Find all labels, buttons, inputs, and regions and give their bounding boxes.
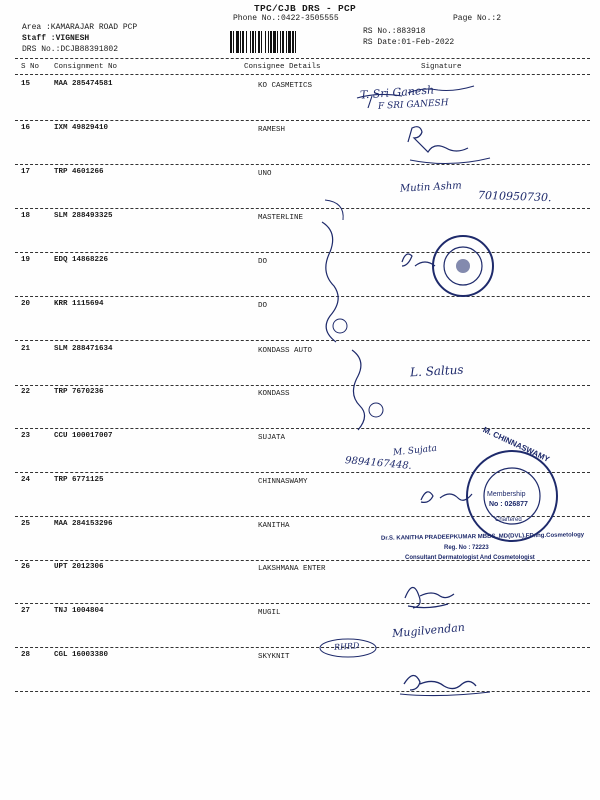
seal-ring-text: M. CHINNASWAMY: [481, 425, 551, 464]
signature-stroke: [408, 127, 468, 152]
page-number: Page No.:2: [453, 14, 502, 23]
column-header-signature: Signature: [421, 63, 462, 71]
seal-membership: Membership: [487, 491, 526, 498]
row-consignment-no: TRP 4601266: [54, 168, 104, 176]
row-sno: 16: [21, 124, 31, 132]
phone-number: Phone No.:0422-3505555: [233, 14, 339, 23]
circle-mark: [333, 319, 347, 333]
bracket-mark: [352, 350, 365, 430]
handwriting-row15b: F SRI GANESH: [377, 98, 449, 112]
row-sno: 19: [21, 256, 31, 264]
row-divider: [15, 428, 590, 429]
column-header-consignment: Consignment No: [54, 63, 118, 71]
row-consignee: MASTERLINE: [258, 214, 304, 222]
signature-stroke: [402, 254, 435, 266]
row-sno: 17: [21, 168, 31, 176]
seal-ring-text-2: Chartered: [495, 517, 522, 523]
row-sno: 25: [21, 520, 31, 528]
signature-stroke: [404, 675, 476, 690]
signature-stroke: [410, 158, 490, 164]
signature-stroke: [405, 587, 454, 608]
row-consignee: RAMESH: [258, 126, 286, 134]
doctor-stamp-reg: Reg. No : 72223: [444, 545, 489, 551]
divider: [15, 74, 590, 75]
row-sno: 23: [21, 432, 31, 440]
round-seal: [433, 236, 493, 296]
row-consignment-no: CGL 16003380: [54, 651, 109, 659]
row-divider: [15, 208, 590, 209]
handwriting-row27-stamp: RHRD: [333, 641, 360, 652]
row-divider: [15, 472, 590, 473]
row-divider: [15, 691, 590, 692]
row-divider: [15, 296, 590, 297]
row-consignee: DO: [258, 258, 268, 266]
handwriting-row21: L. Saltus: [409, 362, 464, 380]
staff-label: Staff :VIGNESH: [22, 34, 90, 43]
row-consignee: MUGIL: [258, 609, 281, 617]
row-sno: 26: [21, 563, 31, 571]
row-consignment-no: SLM 288471634: [54, 345, 113, 353]
row-consignee: CHINNASWAMY: [258, 478, 308, 486]
bracket-mark: [325, 200, 343, 220]
handwriting-row17-phone: 7010950730.: [477, 188, 552, 205]
handwriting-row23: M. Sujata: [392, 443, 438, 459]
row-consignee: KONDASS: [258, 390, 290, 398]
handwriting-row23-phone: 9894167448.: [344, 455, 413, 472]
row-consignment-no: TRP 7670236: [54, 388, 104, 396]
row-sno: 20: [21, 300, 31, 308]
row-consignee: KONDASS AUTO: [258, 347, 313, 355]
signature-stroke: [421, 492, 472, 503]
row-consignment-no: KRR 1115694: [54, 300, 104, 308]
row-consignment-no: MAA 284153296: [54, 520, 113, 528]
doctor-stamp-name: Dr.S. KANITHA PRADEEPKUMAR MBBS.,MD(DVL),FD.Ing.Cosmetology: [380, 532, 585, 542]
row-consignment-no: EDQ 14868226: [54, 256, 109, 264]
round-seal: [456, 259, 470, 273]
row-sno: 15: [21, 80, 31, 88]
row-divider: [15, 252, 590, 253]
rs-number: RS No.:883918: [363, 27, 426, 36]
document-title: TPC/CJB DRS - PCP: [254, 3, 357, 14]
row-consignee: KANITHA: [258, 522, 290, 530]
row-sno: 27: [21, 607, 31, 615]
row-consignee: DO: [258, 302, 268, 310]
row-consignment-no: MAA 285474581: [54, 80, 113, 88]
handwriting-row27: Mugilvendan: [391, 620, 466, 641]
row-consignment-no: UPT 2012306: [54, 563, 104, 571]
row-consignment-no: SLM 288493325: [54, 212, 113, 220]
row-consignee: UNO: [258, 170, 272, 178]
row-consignee: SKYKNIT: [258, 653, 290, 661]
row-sno: 24: [21, 476, 31, 484]
row-sno: 21: [21, 345, 31, 353]
row-sno: 28: [21, 651, 31, 659]
row-sno: 18: [21, 212, 31, 220]
row-consignee: KO CASMETICS: [258, 82, 313, 90]
bracket-mark: [322, 222, 338, 342]
row-consignment-no: TNJ 1004804: [54, 607, 104, 615]
column-header-sno: S No: [21, 63, 40, 71]
handwriting-row17: Mutin Ashm: [399, 180, 463, 195]
row-divider: [15, 647, 590, 648]
row-divider: [15, 385, 590, 386]
area-label: Area :KAMARAJAR ROAD PCP: [22, 23, 138, 32]
column-header-consignee: Consignee Details: [244, 63, 321, 71]
barcode: [230, 31, 352, 53]
signature-stroke: [400, 692, 490, 696]
row-divider: [15, 120, 590, 121]
doctor-stamp-title: Consultant Dermatologist And Cosmetologist: [405, 555, 535, 561]
rs-date: RS Date:01-Feb-2022: [363, 38, 455, 47]
handwriting-row15: T. Sri Ganesh: [359, 83, 435, 102]
row-divider: [15, 164, 590, 165]
seal-membership-no: No : 026877: [489, 501, 528, 508]
row-consignment-no: CCU 100017007: [54, 432, 113, 440]
divider: [15, 58, 590, 59]
drs-number: DRS No.:DCJB88391802: [22, 45, 119, 54]
row-consignment-no: IXM 49829410: [54, 124, 109, 132]
row-consignment-no: TRP 6771125: [54, 476, 104, 484]
row-divider: [15, 603, 590, 604]
row-consignee: SUJATA: [258, 434, 286, 442]
circle-mark: [369, 403, 383, 417]
row-divider: [15, 340, 590, 341]
row-sno: 22: [21, 388, 31, 396]
row-consignee: LAKSHMANA ENTER: [258, 565, 326, 573]
